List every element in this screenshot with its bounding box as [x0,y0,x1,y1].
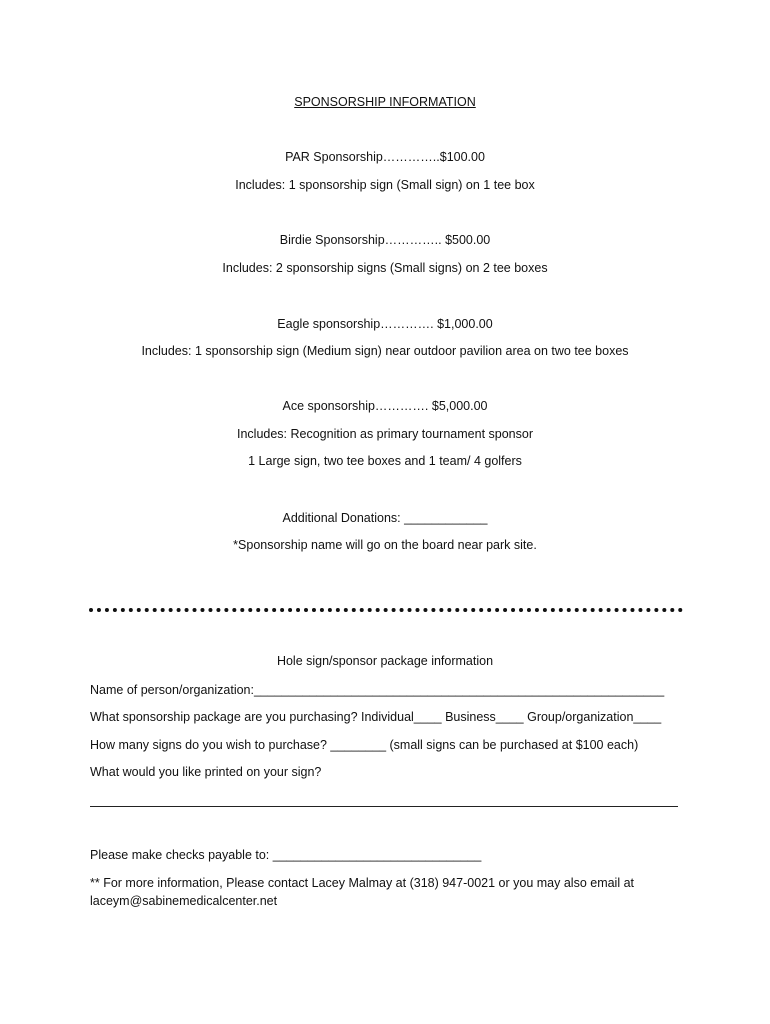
ace-sponsorship-heading: Ace sponsorship…………. $5,000.00 [282,399,488,413]
contact-email: laceym@sabinemedicalcenter.net [90,894,278,908]
signs-quantity-field: How many signs do you wish to purchase? ________ (small signs can be purchased at $100 each) [90,738,639,752]
contact-info-line-1: ** For more information, Please contact Lacey Malmay at (318) 947-0021 or you may also email at [90,876,635,890]
package-field: What sponsorship package are you purchasing? Individual____ Business____ Group/organization____ [90,710,662,724]
additional-donations-field: Additional Donations: ____________ [282,511,488,525]
birdie-sponsorship-heading: Birdie Sponsorship………….. $500.00 [279,233,491,247]
ace-sponsorship-includes-1: Includes: Recognition as primary tournament sponsor [237,427,533,441]
name-field: Name of person/organization:___________________________________________________________ [90,683,665,697]
birdie-sponsorship-includes: Includes: 2 sponsorship signs (Small signs) on 2 tee boxes [222,261,548,275]
form-heading: Hole sign/sponsor package information [276,654,494,668]
par-sponsorship-heading: PAR Sponsorship…………..$100.00 [285,150,485,164]
checks-payable-field: Please make checks payable to: ______________________________ [90,848,482,862]
sign-text-blank-line [90,806,678,807]
dotted-divider [89,608,683,612]
page-title: SPONSORSHIP INFORMATION [294,95,476,109]
eagle-sponsorship-heading: Eagle sponsorship…………. $1,000.00 [277,317,493,331]
sponsorship-note: *Sponsorship name will go on the board near park site. [233,538,537,552]
ace-sponsorship-includes-2: 1 Large sign, two tee boxes and 1 team/ 4 golfers [248,454,522,468]
par-sponsorship-includes: Includes: 1 sponsorship sign (Small sign) on 1 tee box [235,178,535,192]
sign-text-question: What would you like printed on your sign? [90,765,322,779]
eagle-sponsorship-includes: Includes: 1 sponsorship sign (Medium sign) near outdoor pavilion area on two tee boxes [141,344,629,358]
